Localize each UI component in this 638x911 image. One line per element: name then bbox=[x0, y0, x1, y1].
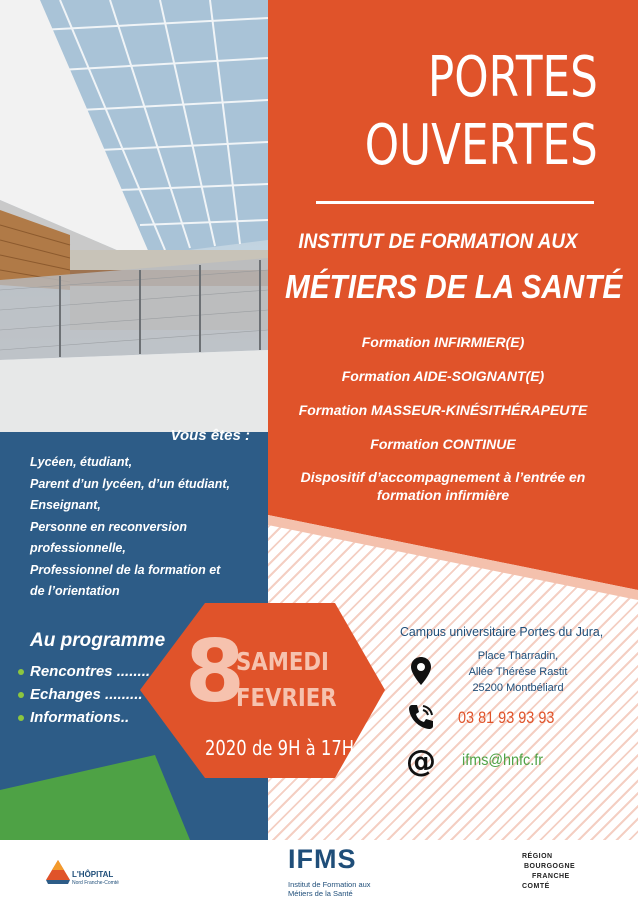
profile-item: Personne en reconversion bbox=[30, 519, 188, 534]
dispositif-text: Dispositif d’accompagnement à l’entrée en formation infirmière bbox=[300, 469, 586, 503]
programme-item-label: Echanges ......... bbox=[30, 686, 143, 703]
at-sign-icon bbox=[405, 745, 437, 777]
bullet-icon bbox=[18, 692, 24, 698]
hopital-subtitle: Nord Franche-Comté bbox=[72, 880, 119, 886]
address-line: 25200 Montbéliard bbox=[472, 682, 564, 694]
email-address[interactable]: ifms@hnfc.fr bbox=[462, 752, 544, 769]
programme-item-label: Informations.. bbox=[30, 709, 130, 726]
title-underline bbox=[316, 201, 594, 204]
phone-number: 03 81 93 93 93 bbox=[458, 708, 555, 727]
region-logo bbox=[522, 852, 592, 892]
hopital-name: L'HÔPITAL bbox=[72, 870, 114, 879]
programme-list bbox=[18, 660, 188, 729]
location-pin-icon bbox=[410, 656, 432, 686]
profile-item: professionnelle, bbox=[30, 541, 126, 555]
profile-list bbox=[30, 452, 260, 603]
building-photo bbox=[0, 0, 268, 432]
ifms-logo-text: IFMS bbox=[288, 844, 357, 874]
institute-line-2: MÉTIERS DE LA SANTÉ bbox=[285, 268, 623, 305]
formation-item: Formation CONTINUE bbox=[370, 436, 516, 452]
region-line: RÉGION bbox=[522, 853, 553, 860]
svg-text:@: @ bbox=[406, 745, 436, 777]
programme-item bbox=[18, 706, 188, 729]
programme-title: Au programme bbox=[30, 630, 166, 651]
date-weekday: SAMEDI bbox=[236, 647, 329, 676]
profile-item: Lycéen, étudiant, bbox=[30, 455, 133, 469]
formation-item: Formation MASSEUR-KINÉSITHÉRAPEUTE bbox=[298, 402, 588, 418]
vous-etes-title: Vous êtes : bbox=[170, 427, 250, 444]
phone-icon bbox=[406, 702, 436, 732]
address-line: Place Tharradin, bbox=[477, 650, 559, 662]
date-day-number: 8 bbox=[185, 622, 245, 722]
programme-item bbox=[18, 660, 188, 683]
programme-item bbox=[18, 683, 188, 706]
bullet-icon bbox=[18, 669, 24, 675]
footer bbox=[0, 840, 638, 911]
programme-item-label: Rencontres ........ bbox=[30, 663, 151, 680]
formation-item: Formation AIDE-SOIGNANT(E) bbox=[341, 368, 545, 384]
profile-item: de l’orientation bbox=[30, 584, 120, 598]
address-block bbox=[448, 648, 588, 696]
region-line: FRANCHE bbox=[532, 873, 570, 880]
bullet-icon bbox=[18, 715, 24, 721]
formation-item: Formation INFIRMIER(E) bbox=[361, 334, 525, 350]
profile-item: Parent d’un lycéen, d’un étudiant, bbox=[30, 476, 231, 491]
address-line: Allée Thérèse Rastit bbox=[468, 666, 568, 678]
title-line-2: OUVERTES bbox=[364, 113, 598, 178]
region-line: BOURGOGNE bbox=[524, 863, 576, 870]
institute-line-1: INSTITUT DE FORMATION AUX bbox=[298, 230, 578, 253]
profile-item: Professionnel de la formation et bbox=[30, 562, 221, 577]
date-time: 2020 de 9H à 17H bbox=[205, 736, 355, 760]
title-line-1: PORTES bbox=[428, 45, 598, 110]
date-month: FEVRIER bbox=[236, 683, 337, 712]
region-line: COMTÉ bbox=[522, 883, 550, 890]
ifms-subtitle: Institut de Formation aux Métiers de la Santé bbox=[288, 880, 371, 898]
campus-name: Campus universitaire Portes du Jura, bbox=[400, 624, 604, 639]
profile-item: Enseignant, bbox=[30, 498, 101, 512]
